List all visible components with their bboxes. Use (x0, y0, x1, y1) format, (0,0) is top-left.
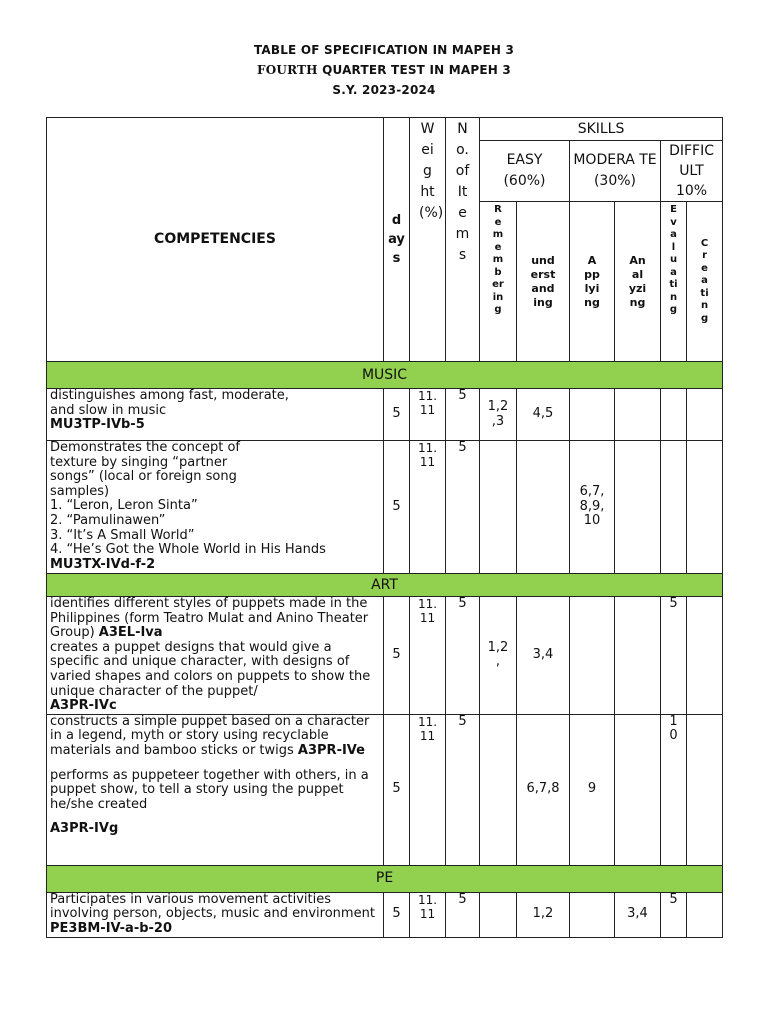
understanding-cell: 6,7,8 (517, 714, 570, 865)
header-days: days (384, 118, 410, 362)
competency-code: MU3TX-IVd-f-2 (50, 556, 156, 572)
evaluating-cell (661, 441, 687, 574)
competency-code-2: A3PR-IVg (50, 821, 119, 837)
days-cell: 5 (384, 892, 410, 937)
creating-cell (687, 389, 723, 441)
song-item: 3. “It’s A Small World” (50, 527, 195, 543)
weight-cell: 11. 11 (410, 714, 446, 865)
title-line-2 (0, 60, 768, 80)
competency-code: MU3TP-IVb-5 (50, 417, 145, 433)
items-cell: 5 (446, 714, 480, 865)
header-competencies: COMPETENCIES (47, 118, 384, 362)
document-header (0, 40, 768, 100)
evaluating-cell: 5 (661, 892, 687, 937)
items-cell: 5 (446, 892, 480, 937)
items-cell: 5 (446, 597, 480, 715)
evaluating-cell: 5 (661, 597, 687, 715)
table-row (47, 389, 723, 441)
applying-cell (570, 597, 615, 715)
applying-cell (570, 389, 615, 441)
header-understanding: und erst and ing (517, 202, 570, 362)
song-item: 4. “He’s Got the Whole World in His Hands (50, 542, 326, 558)
competency-code-1: A3EL-Iva (98, 625, 163, 641)
remembering-cell (480, 892, 517, 937)
applying-cell (570, 892, 615, 937)
title-line-3: S.Y. 2023-2024 (332, 83, 436, 97)
header-creating: Creating (687, 202, 723, 362)
header-difficult: DIFFIC ULT 10% (661, 141, 723, 202)
items-cell: 5 (446, 389, 480, 441)
competency-code-2: A3PR-IVc (50, 698, 117, 714)
competency-cell (47, 597, 384, 715)
remembering-cell (480, 441, 517, 574)
analyzing-cell (615, 441, 661, 574)
creating-cell (687, 714, 723, 865)
competency-text-2: creates a puppet designs that would give a specific and unique character, with designs of varied shapes and colors on puppets to show the unique character of the puppet/ (50, 639, 371, 699)
competency-text-1: identifies different styles of puppets made in the Philippines (form Teatro Mulat and Anino Theater Group) (50, 596, 369, 641)
song-item: 1. “Leron, Leron Sinta” (50, 498, 198, 514)
header-skills: SKILLS (480, 118, 723, 141)
competency-cell (47, 714, 384, 865)
header-weight: Weight(%) (410, 118, 446, 362)
competency-cell (47, 389, 384, 441)
understanding-cell: 3,4 (517, 597, 570, 715)
weight-cell: 11. 11 (410, 441, 446, 574)
days-cell: 5 (384, 389, 410, 441)
competency-text-1: Participates in various movement activities involving person, objects, music and environment (50, 891, 375, 922)
analyzing-cell (615, 389, 661, 441)
understanding-cell (517, 441, 570, 574)
days-cell: 5 (384, 441, 410, 574)
header-moderate: MODERA TE (30%) (570, 141, 661, 202)
competency-cell (47, 441, 384, 574)
header-analyzing: An al yzi ng (615, 202, 661, 362)
competency-code-1: A3PR-IVe (297, 742, 365, 758)
competency-cell (47, 892, 384, 937)
creating-cell (687, 892, 723, 937)
section-label-pe: PE (47, 865, 723, 892)
table-row (47, 441, 723, 574)
weight-cell: 11. 11 (410, 892, 446, 937)
understanding-cell: 1,2 (517, 892, 570, 937)
competency-text-1: constructs a simple puppet based on a character in a legend, myth or story using recyclable materials and bamboo sticks or twigs (50, 713, 370, 758)
evaluating-cell: 1 0 (661, 714, 687, 865)
days-cell: 5 (384, 597, 410, 715)
weight-cell: 11. 11 (410, 597, 446, 715)
remembering-cell: 1,2 ,3 (480, 389, 517, 441)
analyzing-cell: 3,4 (615, 892, 661, 937)
competency-code: PE3BM-IV-a-b-20 (50, 920, 173, 936)
days-cell: 5 (384, 714, 410, 865)
table-row (47, 892, 723, 937)
section-label-music: MUSIC (47, 362, 723, 389)
items-cell: 5 (446, 441, 480, 574)
section-row-art (47, 574, 723, 597)
title-line-1: TABLE OF SPECIFICATION IN MAPEH 3 (253, 43, 515, 57)
title-line-2-lead: FOURTH (257, 63, 318, 77)
header-remembering: Remembering (480, 202, 517, 362)
header-evaluating: Evaluating (661, 202, 687, 362)
specification-table (46, 117, 723, 938)
competency-text: distinguishes among fast, moderate, and slow in music (50, 388, 289, 418)
competency-text (50, 715, 380, 759)
title-line-2-rest: QUARTER TEST IN MAPEH 3 (317, 63, 511, 77)
competency-text (50, 893, 380, 937)
header-easy: EASY (60%) (480, 141, 570, 202)
evaluating-cell (661, 389, 687, 441)
competency-text: Demonstrates the concept of texture by singing “partner songs” (local or foreign song samples) (50, 440, 241, 499)
weight-cell: 11. 11 (410, 389, 446, 441)
analyzing-cell (615, 714, 661, 865)
table-row (47, 597, 723, 715)
applying-cell: 6,7, 8,9, 10 (570, 441, 615, 574)
understanding-cell: 4,5 (517, 389, 570, 441)
creating-cell (687, 597, 723, 715)
competency-text (50, 597, 380, 641)
header-items: No.of Items (446, 118, 480, 362)
header-applying: A pp lyi ng (570, 202, 615, 362)
song-item: 2. “Pamulinawen” (50, 512, 166, 528)
section-row-pe (47, 865, 723, 892)
creating-cell (687, 441, 723, 574)
applying-cell: 9 (570, 714, 615, 865)
analyzing-cell (615, 597, 661, 715)
remembering-cell: 1,2 , (480, 597, 517, 715)
section-row-music (47, 362, 723, 389)
competency-text-2: performs as puppeteer together with others, in a puppet show, to tell a story using the puppet he/she created (50, 767, 369, 812)
remembering-cell (480, 714, 517, 865)
table-row (47, 714, 723, 865)
section-label-art: ART (47, 574, 723, 597)
